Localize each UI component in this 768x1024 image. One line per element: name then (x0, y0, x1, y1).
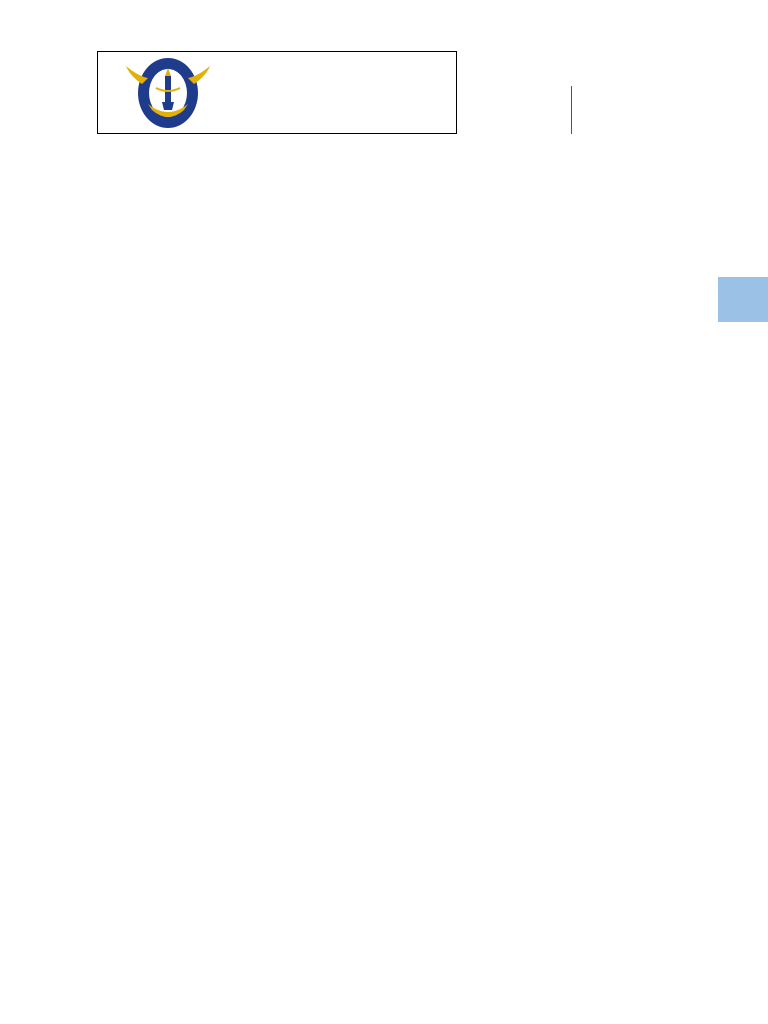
header-divider (571, 86, 572, 134)
university-logo-icon (122, 54, 214, 132)
side-highlight (718, 277, 768, 322)
